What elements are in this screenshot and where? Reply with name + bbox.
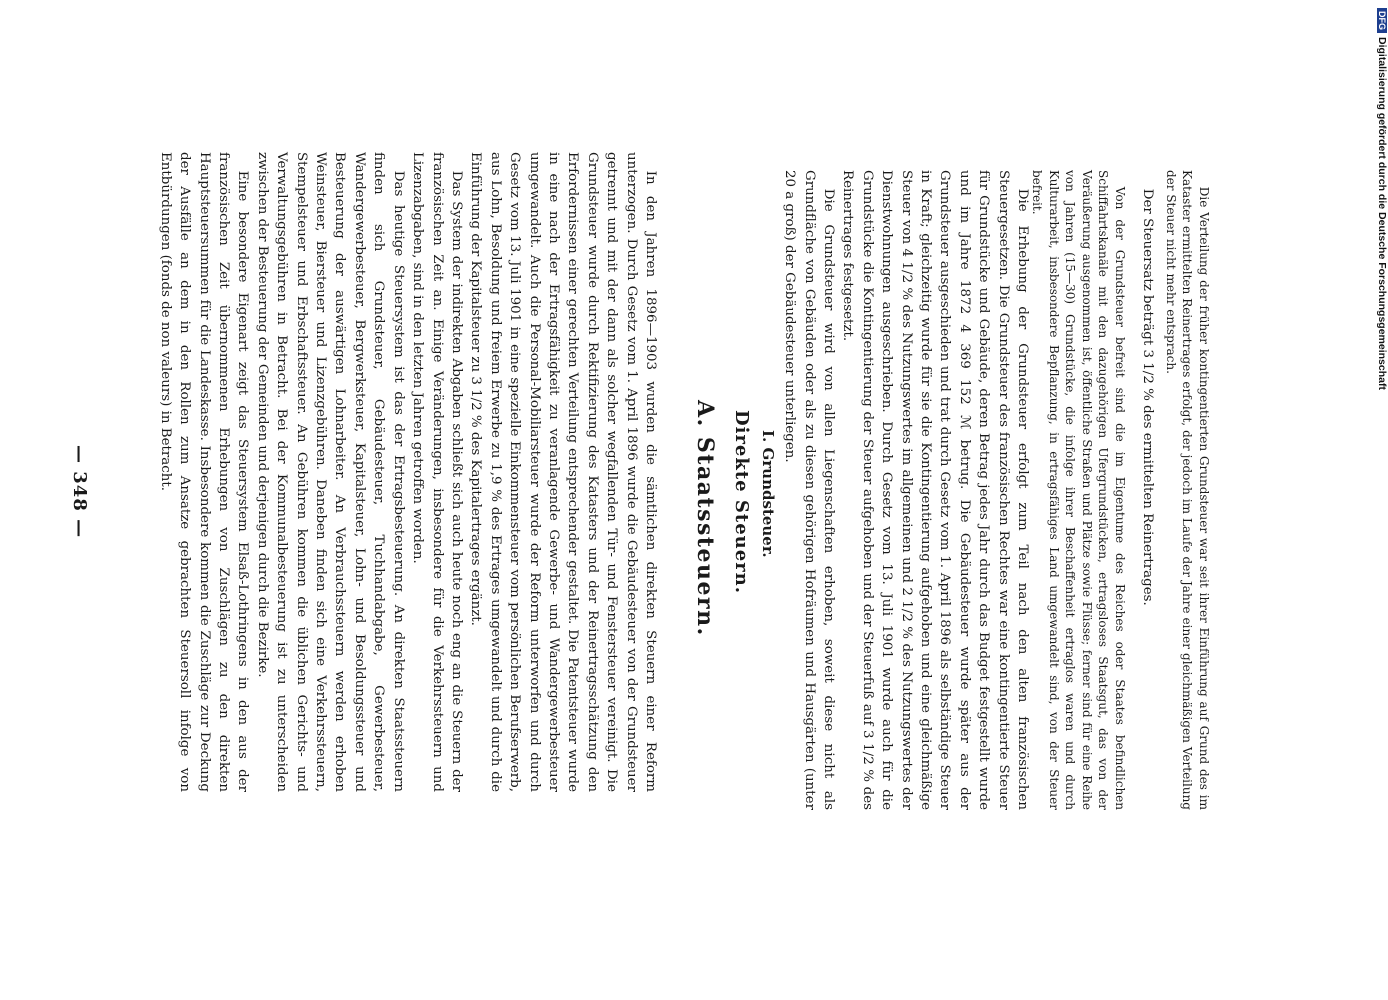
dfg-logo: DFG bbox=[1377, 8, 1387, 33]
grundsteuer-text bbox=[780, 170, 1032, 810]
paragraph: Das System der indirekten Abgaben schließt sich auch heute noch eng an die Steuern der französischen Zeit an. Einige Veränderungen, insbesondere für die Verkehrssteuern und Lizenzabgaben, sind in den letzten Jahren getroffen worden. bbox=[410, 152, 464, 792]
paragraph: Von der Grundsteuer befreit sind die im Eigentume des Reiches oder Staates befindlichen Schiffahrtskanäle mit den dazugehörigen Ufergrundstücken, ertragsloses Staatsgut, das von der Veräußerung ausgenommen ist, öffentliche Straßen und Plätze sowie Flüsse; ferner sind für eine Reihe von Jahren (15—30) Grundstücke, die infolge ihrer Beschaffenheit ertraglos waren und durch Kulturarbeit, insbesondere Bepflanzung, in ertragsfähiges Land umgewandelt sind, von der Steuer befreit. bbox=[1030, 170, 1127, 810]
digitization-credit bbox=[1376, 8, 1388, 390]
paragraph: Die Erhebung der Grundsteuer erfolgt zum Teil nach den alten französischen Steuergesetzen. Die Grundsteuer des französischen Rechtes war eine kontingentierte Steuer für Grundstücke und Gebäude, deren Betrag jedes Jahr durch das Budget festgestellt wurde und im Jahre 1872 4 369 152 ℳ betrug. Die Gebäudesteuer wurde später aus der Grundsteuer ausgeschieden und trat durch Gesetz vom 1. April 1896 als selbständige Steuer in Kraft; gleichzeitig wurde für sie die Kontingentierung aufgehoben und eine gleichmäßige Steuer von 4 1/2 % des Nutzungswertes im allgemeinen und 2 1/2 % des Nutzungswertes der Dienstwohnungen ausgeschrieben. Durch Gesetz vom 13. Juli 1901 wurde auch für die Grundstücke die Kontingentierung der Steuer aufgehoben und der Steuerfuß auf 3 1/2 % des Reinertrages festgesetzt. bbox=[840, 170, 1030, 810]
paragraph: Die Verteilung der früher kontingentierten Grundsteuer war seit ihrer Einführung auf Grund des im Kataster ermittelten Reinertrages erfolgt, der jedoch im Laufe der Jahre einer gleichmäßigen Verteilung der Steuer nicht mehr entsprach. bbox=[1163, 170, 1211, 810]
paragraph: Das heutige Steuersystem ist das der Ertragsbesteuerung. An direkten Staatssteuern finden sich Grundsteuer, Gebäudesteuer, Tuchhandabgabe, Gewerbesteuer, Wandergewerbesteuer, Bergwerksteuer, Kapitalsteuer, Lohn- und Besoldungssteuer und Besteuerung der auswärtigen Lohnarbeiter. An Verbrauchssteuern werden erhoben Weinsteuer, Biersteuer und Lizenzgebühren. Daneben finden sich eine Verkehrssteuern, Stempelsteuer und Erbschaftssteuer. An Gebühren kommen die üblichen Gerichts- und Verwaltungsgebühren in Betracht. Bei der Kommunalbesteuerung ist zu unterscheiden zwischen der Besteuerung der Gemeinden und derjenigen durch die Bezirke. bbox=[254, 152, 406, 792]
grundsteuer-exemptions bbox=[1028, 170, 1128, 810]
credit-text: Digitalisierung gefördert durch die Deutsche Forschungsgemeinschaft bbox=[1376, 37, 1388, 390]
intro-text bbox=[155, 152, 660, 792]
heading-grundsteuer: I. Grundsteuer. bbox=[759, 430, 777, 558]
paragraph: Der Steuersatz beträgt 3 1/2 % des ermittelten Reinertrages. bbox=[1140, 188, 1155, 606]
heading-direkte-steuern: Direkte Steuern. bbox=[731, 410, 752, 595]
paragraph: In den Jahren 1896—1903 wurden die sämtlichen direkten Steuern einer Reform unterzogen. Durch Gesetz vom 1. April 1896 wurde die Gebäudesteuer von der Grundsteuer getrennt und mit der dann als solcher wegfallenden Tür- und Fenstersteuer vereinigt. Die Grundsteuer wurde durch Rektifizierung des Katasters und der Reinertragsschätzung den Erfordernissen einer gerechten Verteilung entsprechender gestaltet. Die Patentsteuer wurde in eine nach der Ertragsfähigkeit zu veranlagende Gewerbe- und Wandergewerbesteuer umgewandelt. Auch die Personal-Mobiliarsteuer wurde der Reform unterworfen und durch Gesetz vom 13. Juli 1901 in eine spezielle Einkommensteuer vom persönlichen Berufserwerb, aus Lohn, Besoldung und freiem Erwerbe zu 1,9 % des Ertrages umgewandelt und durch die Einführung der Kapitalsteuer zu 3 1/2 % des Kapitalertrages ergänzt. bbox=[468, 152, 658, 792]
grundsteuer-distribution bbox=[1162, 170, 1212, 810]
heading-staatssteuern: A. Staatssteuern. bbox=[692, 400, 718, 637]
page-number: — 348 — bbox=[69, 445, 90, 539]
paragraph: Eine besondere Eigenart zeigt das Steuersystem Elsaß-Lothringens in den aus der französischen Zeit übernommenen Erhebungen von Zuschlägen zu den direkten Hauptsteuersummen für die Landeskasse. Insbesondere kommen die Zuschläge zur Deckung der Ausfälle an dem in den Rollen zum Ansatze gebrachten Steuersoll infolge von Entbürdungen (fonds de non valeurs) in Betracht. bbox=[157, 152, 251, 792]
grundsteuer-rate bbox=[1138, 170, 1157, 810]
paragraph: Die Grundsteuer wird von allen Liegenschaften erhoben, soweit diese nicht als Grundfläche von Gebäuden oder als zu diesen gehörigen Hofräumen und Hausgärten (unter 20 a groß) der Gebäudesteuer unterliegen. bbox=[782, 170, 836, 810]
